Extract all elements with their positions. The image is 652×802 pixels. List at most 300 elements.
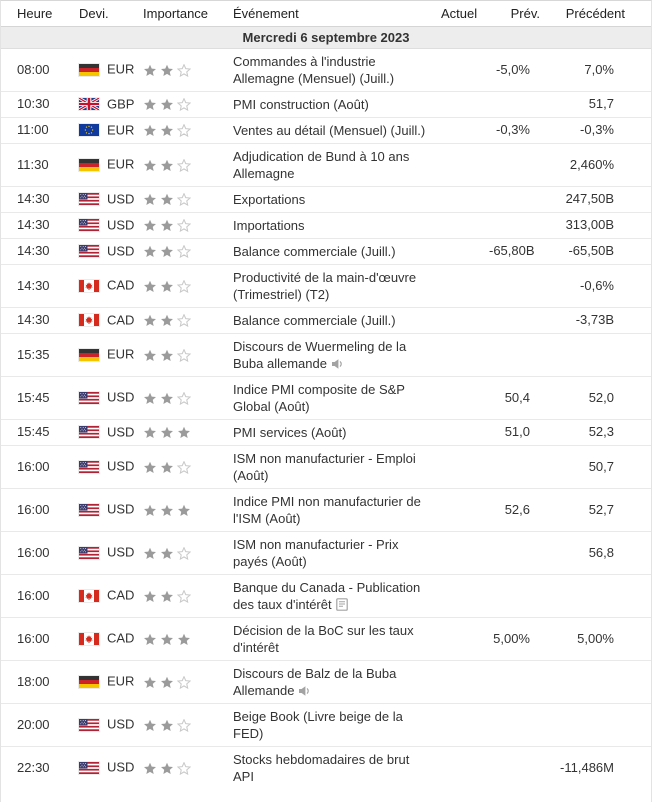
event-time: 15:45 (1, 419, 63, 445)
actual-value (441, 333, 488, 376)
event-link[interactable]: Balance commerciale (Juill.) (233, 312, 396, 328)
currency-cell (63, 333, 139, 376)
importance-cell (139, 419, 231, 445)
event-cell (231, 212, 441, 238)
event-cell (231, 376, 441, 419)
actual-value (441, 660, 488, 703)
event-cell (231, 117, 441, 143)
star-icon (177, 762, 191, 775)
star-icon (160, 676, 174, 689)
forecast-value (488, 143, 554, 186)
star-icon (143, 719, 157, 732)
column-header-row (1, 1, 651, 26)
currency-code: USD (107, 501, 135, 517)
actual-value (441, 617, 488, 660)
actual-value (441, 264, 488, 307)
event-row[interactable] (1, 660, 651, 703)
previous-value: 52,3 (554, 419, 651, 445)
currency-code: EUR (107, 156, 135, 172)
currency-code: CAD (107, 630, 135, 646)
forecast-value: 51,0 (488, 419, 554, 445)
germany-flag-icon (79, 349, 99, 361)
star-icon (177, 719, 191, 732)
actual-value (441, 488, 488, 531)
star-icon (160, 124, 174, 137)
event-row[interactable] (1, 376, 651, 419)
forecast-value (488, 703, 554, 746)
event-link[interactable]: Discours de Balz de la Buba Allemande (233, 665, 397, 698)
previous-value: 56,8 (554, 531, 651, 574)
canada-flag-icon (79, 280, 99, 292)
event-row[interactable] (1, 186, 651, 212)
actual-value (441, 143, 488, 186)
speaker-icon (298, 685, 311, 697)
actual-value (441, 574, 488, 617)
star-icon (177, 64, 191, 77)
actual-value (441, 376, 488, 419)
star-icon (160, 504, 174, 517)
date-header: Mercredi 6 septembre 2023 (1, 26, 651, 48)
star-icon (160, 762, 174, 775)
star-icon (143, 426, 157, 439)
importance-rating (143, 243, 194, 258)
importance-cell (139, 617, 231, 660)
event-link[interactable]: Commandes à l'industrie Allemagne (Mensuel) (Juill.) (233, 53, 395, 86)
usa-flag-icon (79, 193, 99, 205)
event-time: 14:30 (1, 307, 63, 333)
star-icon (160, 280, 174, 293)
star-icon (177, 98, 191, 111)
event-time: 16:00 (1, 445, 63, 488)
importance-cell (139, 117, 231, 143)
event-link[interactable]: Beige Book (Livre beige de la FED) (233, 708, 403, 741)
column-header-event: Événement (231, 1, 441, 26)
actual-value (441, 186, 488, 212)
previous-value (554, 660, 651, 703)
usa-flag-icon (79, 547, 99, 559)
importance-cell (139, 238, 231, 264)
currency-code: EUR (107, 673, 135, 689)
importance-rating (143, 122, 194, 137)
star-icon (160, 245, 174, 258)
germany-flag-icon (79, 64, 99, 76)
event-link[interactable]: Indice PMI non manufacturier de l'ISM (Août) (233, 493, 421, 526)
star-icon (143, 98, 157, 111)
currency-cell (63, 117, 139, 143)
forecast-value (488, 212, 554, 238)
importance-rating (143, 674, 194, 689)
star-icon (143, 676, 157, 689)
previous-value: 52,0 (554, 376, 651, 419)
importance-cell (139, 333, 231, 376)
event-row[interactable] (1, 488, 651, 531)
actual-value (441, 746, 488, 789)
event-cell (231, 48, 441, 91)
event-link[interactable]: Discours de Wuermeling de la Buba allemande (233, 338, 407, 371)
importance-rating (143, 502, 194, 517)
previous-value: 52,7 (554, 488, 651, 531)
star-icon (143, 159, 157, 172)
event-row[interactable] (1, 574, 651, 617)
star-icon (177, 426, 191, 439)
previous-value (554, 703, 651, 746)
importance-cell (139, 746, 231, 789)
currency-cell (63, 703, 139, 746)
currency-code: CAD (107, 312, 135, 328)
actual-value (441, 531, 488, 574)
star-icon (177, 124, 191, 137)
event-row[interactable] (1, 91, 651, 117)
importance-cell (139, 703, 231, 746)
canada-flag-icon (79, 590, 99, 602)
column-header-forecast: Prév. (488, 1, 554, 26)
event-row[interactable] (1, 703, 651, 746)
importance-cell (139, 531, 231, 574)
germany-flag-icon (79, 676, 99, 688)
star-icon (177, 633, 191, 646)
star-icon (177, 504, 191, 517)
actual-value (441, 91, 488, 117)
currency-code: EUR (107, 122, 135, 138)
event-row[interactable] (1, 617, 651, 660)
currency-cell (63, 660, 139, 703)
importance-cell (139, 445, 231, 488)
actual-value (441, 703, 488, 746)
currency-cell (63, 212, 139, 238)
star-icon (160, 426, 174, 439)
event-link[interactable]: Décision de la BoC sur les taux d'intérêt (233, 622, 414, 655)
star-icon (143, 280, 157, 293)
star-icon (160, 64, 174, 77)
star-icon (160, 159, 174, 172)
star-icon (177, 280, 191, 293)
previous-value: 313,00B (554, 212, 651, 238)
forecast-value (488, 531, 554, 574)
event-time: 08:00 (17, 61, 50, 77)
previous-value: -3,73B (554, 307, 651, 333)
event-link[interactable]: Importations (233, 217, 305, 233)
star-icon (160, 547, 174, 560)
event-cell (231, 488, 441, 531)
actual-value (441, 419, 488, 445)
event-link[interactable]: Banque du Canada - Publication des taux d'intérêt (233, 579, 421, 612)
usa-flag-icon (79, 461, 99, 473)
importance-rating (143, 278, 194, 293)
forecast-value (488, 746, 554, 789)
currency-cell (63, 488, 139, 531)
previous-value: 2,460% (554, 143, 651, 186)
event-link[interactable]: Ventes au détail (Mensuel) (Juill.) (233, 122, 426, 138)
date-header-row (1, 26, 651, 48)
star-icon (143, 245, 157, 258)
star-icon (143, 64, 157, 77)
importance-cell (139, 264, 231, 307)
forecast-value (488, 574, 554, 617)
event-row[interactable] (1, 264, 651, 307)
event-time: 15:45 (1, 376, 63, 419)
event-cell (231, 91, 441, 117)
actual-value (441, 212, 488, 238)
uk-flag-icon (79, 98, 99, 110)
event-time: 16:00 (1, 617, 63, 660)
event-time: 16:00 (1, 531, 63, 574)
event-time: 11:00 (1, 117, 63, 143)
event-row[interactable] (1, 143, 651, 186)
event-row[interactable] (1, 746, 651, 789)
importance-cell (139, 376, 231, 419)
previous-value: 7,0% (584, 61, 614, 77)
star-icon (160, 349, 174, 362)
importance-rating (143, 217, 194, 232)
currency-code: USD (107, 243, 135, 259)
forecast-value (488, 91, 554, 117)
star-icon (160, 98, 174, 111)
currency-code: USD (107, 544, 135, 560)
importance-cell (139, 212, 231, 238)
actual-value (441, 238, 488, 264)
importance-rating (143, 157, 194, 172)
star-icon (160, 719, 174, 732)
usa-flag-icon (79, 426, 99, 438)
germany-flag-icon (79, 159, 99, 171)
previous-value: -0,3% (554, 117, 651, 143)
star-icon (177, 676, 191, 689)
currency-cell (63, 48, 139, 91)
event-cell (231, 186, 441, 212)
column-header-importance: Importance (139, 1, 231, 26)
currency-cell (63, 186, 139, 212)
forecast-value (488, 264, 554, 307)
importance-rating (143, 62, 194, 77)
importance-rating (143, 459, 194, 474)
eu-flag-icon (79, 124, 99, 136)
event-row[interactable] (1, 445, 651, 488)
importance-rating (143, 312, 194, 327)
currency-cell (63, 264, 139, 307)
star-icon (177, 245, 191, 258)
event-link[interactable]: PMI services (Août) (233, 424, 347, 440)
event-link[interactable]: Exportations (233, 191, 306, 207)
forecast-value (488, 186, 554, 212)
star-icon (143, 349, 157, 362)
importance-rating (143, 631, 194, 646)
forecast-value (488, 445, 554, 488)
currency-cell (63, 574, 139, 617)
forecast-value (488, 307, 554, 333)
importance-cell (139, 307, 231, 333)
event-cell (231, 574, 441, 617)
previous-value (554, 574, 651, 617)
event-row[interactable] (1, 307, 651, 333)
currency-cell (63, 376, 139, 419)
currency-code: GBP (107, 96, 135, 112)
star-icon (160, 633, 174, 646)
event-row[interactable] (1, 238, 651, 264)
usa-flag-icon (79, 719, 99, 731)
event-link[interactable]: ISM non manufacturier - Emploi (Août) (233, 450, 416, 483)
star-icon (143, 504, 157, 517)
event-time: 14:30 (1, 238, 63, 264)
star-icon (143, 762, 157, 775)
star-icon (160, 392, 174, 405)
column-header-time: Heure (1, 1, 63, 26)
forecast-value (488, 660, 554, 703)
currency-cell (63, 617, 139, 660)
event-link[interactable]: Productivité de la main-d'œuvre (Trimestriel) (T2) (233, 269, 417, 302)
event-link[interactable]: ISM non manufacturier - Prix payés (Août) (233, 536, 399, 569)
forecast-value: -5,0% (496, 61, 530, 77)
currency-cell (63, 91, 139, 117)
currency-code: USD (107, 716, 135, 732)
currency-code: USD (107, 424, 135, 440)
event-time: 22:30 (1, 746, 63, 789)
event-time: 18:00 (1, 660, 63, 703)
star-icon (143, 590, 157, 603)
usa-flag-icon (79, 392, 99, 404)
event-link[interactable]: Indice PMI composite de S&P Global (Août) (233, 381, 405, 414)
star-icon (143, 219, 157, 232)
event-time: 14:30 (1, 212, 63, 238)
event-row[interactable] (1, 419, 651, 445)
currency-code: EUR (107, 61, 135, 77)
event-cell (231, 660, 441, 703)
importance-rating (143, 545, 194, 560)
star-icon (160, 590, 174, 603)
event-cell (231, 445, 441, 488)
star-icon (143, 314, 157, 327)
currency-code: CAD (107, 587, 135, 603)
currency-code: USD (107, 458, 135, 474)
star-icon (177, 349, 191, 362)
event-cell (231, 531, 441, 574)
event-cell (231, 703, 441, 746)
event-time: 16:00 (1, 574, 63, 617)
importance-rating (143, 760, 194, 775)
importance-rating (143, 96, 194, 111)
report-icon (336, 598, 348, 611)
event-cell (231, 419, 441, 445)
forecast-value: 5,00% (488, 617, 554, 660)
previous-value: -11,486M (554, 746, 651, 789)
forecast-value: -65,80B (488, 238, 554, 264)
usa-flag-icon (79, 504, 99, 516)
currency-cell (63, 419, 139, 445)
previous-value: 5,00% (554, 617, 651, 660)
canada-flag-icon (79, 314, 99, 326)
event-link[interactable]: Balance commerciale (Juill.) (233, 243, 396, 259)
currency-cell (63, 238, 139, 264)
actual-value (441, 307, 488, 333)
importance-rating (143, 347, 194, 362)
currency-cell (63, 531, 139, 574)
importance-cell (139, 186, 231, 212)
currency-code: USD (107, 217, 135, 233)
currency-cell (63, 307, 139, 333)
importance-cell (139, 574, 231, 617)
importance-rating (143, 191, 194, 206)
column-header-actual: Actuel (441, 1, 488, 26)
previous-value: -0,6% (554, 264, 651, 307)
importance-cell (139, 48, 231, 91)
event-link[interactable]: Stocks hebdomadaires de brut API (233, 751, 410, 784)
previous-value: 51,7 (554, 91, 651, 117)
star-icon (177, 461, 191, 474)
importance-cell (139, 91, 231, 117)
previous-value: -65,50B (554, 238, 651, 264)
event-row[interactable] (1, 48, 651, 91)
currency-cell (63, 746, 139, 789)
column-header-currency: Devi. (63, 1, 139, 26)
star-icon (177, 590, 191, 603)
star-icon (177, 547, 191, 560)
importance-cell (139, 143, 231, 186)
currency-code: USD (107, 389, 135, 405)
star-icon (143, 392, 157, 405)
event-link[interactable]: Adjudication de Bund à 10 ans Allemagne (233, 148, 410, 181)
forecast-value: -0,3% (488, 117, 554, 143)
importance-rating (143, 390, 194, 405)
importance-rating (143, 717, 194, 732)
importance-rating (143, 588, 194, 603)
previous-value: 247,50B (554, 186, 651, 212)
event-row[interactable] (1, 212, 651, 238)
event-time: 16:00 (1, 488, 63, 531)
star-icon (143, 461, 157, 474)
event-cell (231, 746, 441, 789)
usa-flag-icon (79, 219, 99, 231)
forecast-value: 52,6 (488, 488, 554, 531)
previous-value (554, 333, 651, 376)
event-time: 15:35 (1, 333, 63, 376)
event-cell (231, 143, 441, 186)
event-time: 11:30 (1, 143, 63, 186)
event-time: 14:30 (1, 186, 63, 212)
currency-code: USD (107, 191, 135, 207)
star-icon (160, 461, 174, 474)
star-icon (160, 193, 174, 206)
currency-code: USD (107, 759, 135, 775)
usa-flag-icon (79, 762, 99, 774)
event-row[interactable] (1, 333, 651, 376)
currency-cell (63, 143, 139, 186)
event-cell (231, 264, 441, 307)
event-row[interactable] (1, 531, 651, 574)
column-header-previous: Précédent (554, 1, 651, 26)
event-cell (231, 238, 441, 264)
star-icon (177, 193, 191, 206)
currency-cell (63, 445, 139, 488)
star-icon (143, 633, 157, 646)
star-icon (177, 219, 191, 232)
star-icon (177, 392, 191, 405)
importance-rating (143, 424, 194, 439)
previous-value: 50,7 (554, 445, 651, 488)
importance-cell (139, 660, 231, 703)
event-time: 10:30 (1, 91, 63, 117)
actual-value (441, 445, 488, 488)
forecast-value (488, 333, 554, 376)
event-row[interactable] (1, 117, 651, 143)
star-icon (177, 159, 191, 172)
importance-cell (139, 488, 231, 531)
event-cell (231, 307, 441, 333)
currency-code: EUR (107, 346, 135, 362)
star-icon (160, 219, 174, 232)
event-cell (231, 333, 441, 376)
actual-value (441, 48, 488, 91)
forecast-value: 50,4 (488, 376, 554, 419)
event-link[interactable]: PMI construction (Août) (233, 96, 369, 112)
